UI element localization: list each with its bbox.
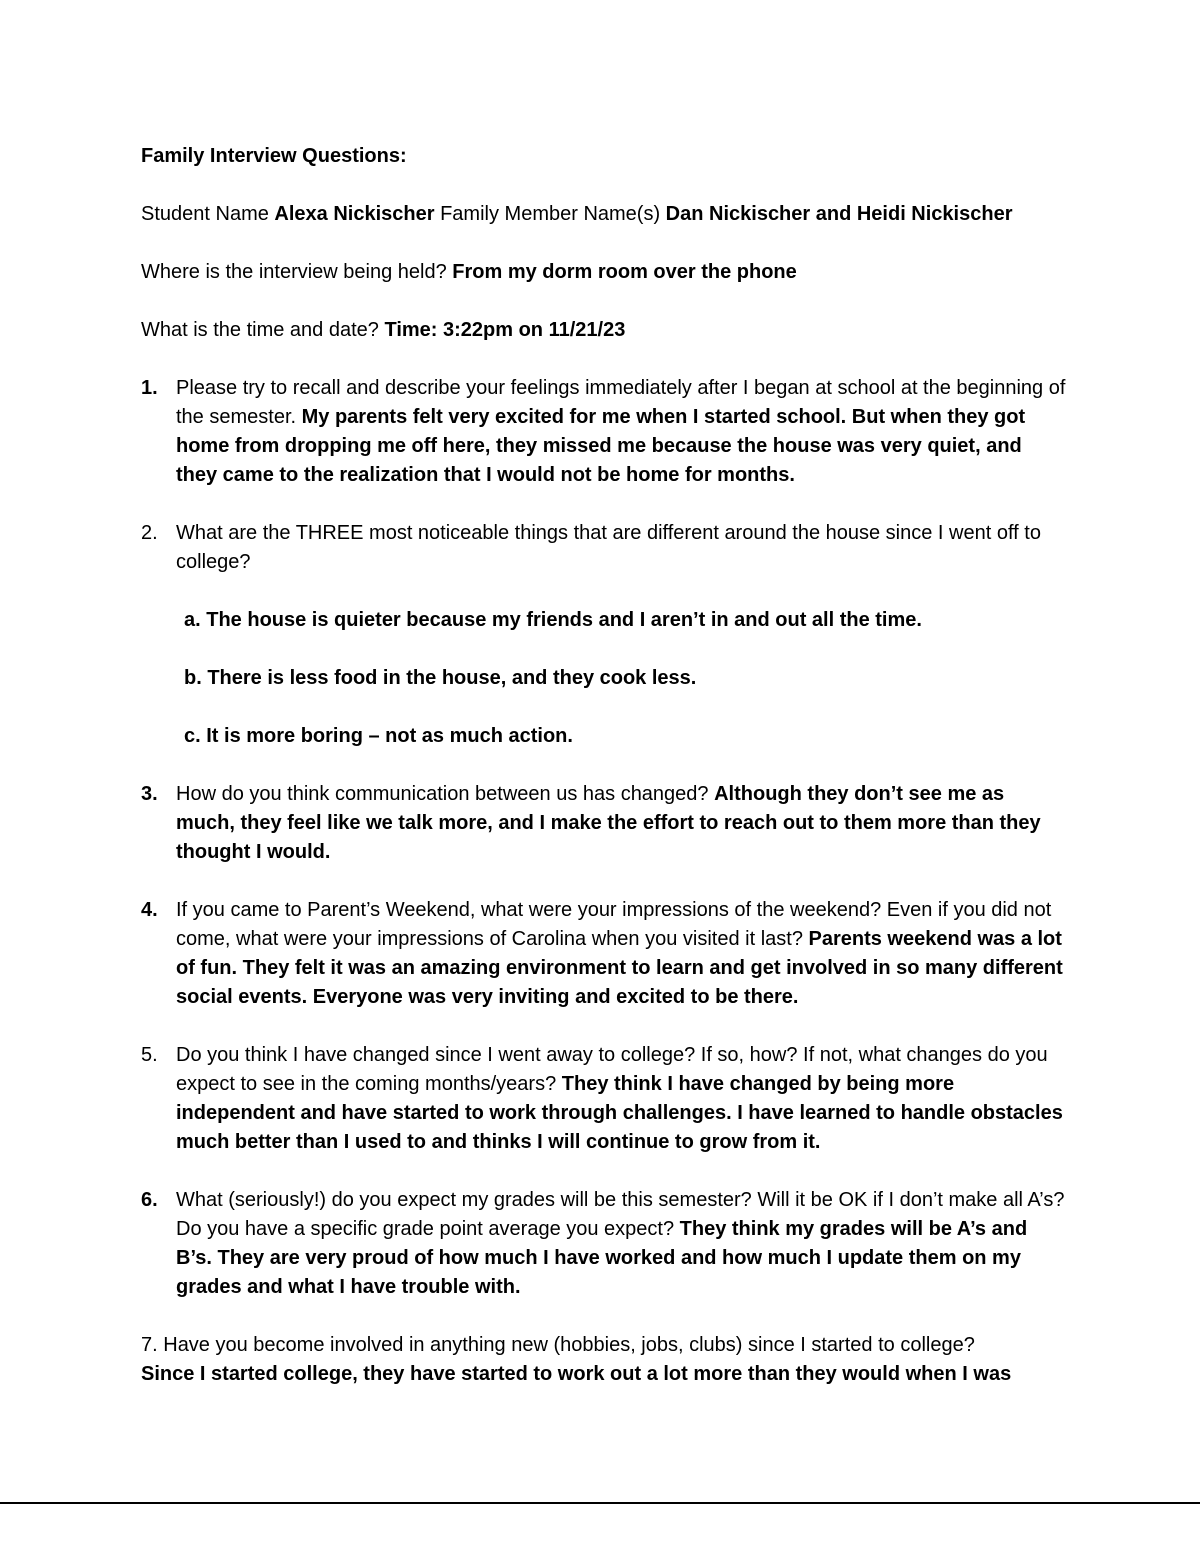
question-number: 1. — [141, 377, 158, 399]
question-5 — [141, 1041, 1066, 1157]
family-names: Dan Nickischer and Heidi Nickischer — [665, 203, 1013, 225]
student-name: Alexa Nickischer — [274, 203, 435, 225]
time-question: What is the time and date? — [141, 319, 385, 341]
question-2 — [141, 519, 1066, 577]
answer-text: They think I have changed by being more independent and have started to work through challenges. I have learned to handle obstacles much better than I used to and thinks I will continue to grow from it. — [176, 1073, 1063, 1153]
question-7 — [141, 1331, 1066, 1389]
answer-text: Since I started college, they have started to work out a lot more than they would when I was — [141, 1363, 1012, 1385]
time-line — [141, 316, 1066, 345]
family-label: Family Member Name(s) — [434, 203, 666, 225]
question-4 — [141, 896, 1066, 1012]
answer-text: Although they don’t see me as much, they feel like we talk more, and I make the effort to reach out to them more than they thought I would. — [176, 783, 1041, 863]
question-number: 3. — [141, 783, 158, 805]
question-6 — [141, 1186, 1066, 1302]
question-text: If you came to Parent’s Weekend, what were your impressions of the weekend? Even if you did not come, what were your impressions of Carolina when you visited it last? — [176, 899, 1052, 950]
student-label: Student Name — [141, 203, 275, 225]
question-text: What are the THREE most noticeable things that are different around the house since I went off to college? — [176, 522, 1041, 573]
question-3 — [141, 780, 1066, 867]
page-separator — [0, 1502, 1200, 1504]
question-text: What (seriously!) do you expect my grades will be this semester? Will it be OK if I don’t make all A’s? Do you have a specific grade point average you expect? — [176, 1189, 1065, 1240]
location-question: Where is the interview being held? — [141, 261, 453, 283]
question-text: How do you think communication between us has changed? — [176, 783, 715, 805]
document-body — [141, 142, 1066, 1389]
answer-text: Parents weekend was a lot of fun. They felt it was an amazing environment to learn and get involved in so many different social events. Everyone was very inviting and excited to be there. — [176, 928, 1063, 1008]
question-1 — [141, 374, 1066, 490]
page-title: Family Interview Questions: — [141, 145, 407, 167]
question-number: 2. — [141, 522, 158, 544]
question-text: Do you think I have changed since I went away to college? If so, how? If not, what changes do you expect to see in the coming months/years? — [176, 1044, 1048, 1095]
sub-answer-a: a. The house is quieter because my friends and I aren’t in and out all the time. — [184, 609, 922, 631]
question-number: 6. — [141, 1189, 158, 1211]
question-text: Please try to recall and describe your feelings immediately after I began at school at the beginning of the semester. — [176, 377, 1066, 428]
location-line — [141, 258, 1066, 287]
question-number: 4. — [141, 899, 158, 921]
names-line — [141, 200, 1066, 229]
answer-text: My parents felt very excited for me when I started school. But when they got home from dropping me off here, they missed me because the house was very quiet, and they came to the realization that I would not be home for months. — [176, 406, 1026, 486]
answer-text: They think my grades will be A’s and B’s. They are very proud of how much I have worked and how much I update them on my grades and what I have trouble with. — [176, 1218, 1028, 1298]
question-number: 5. — [141, 1044, 158, 1066]
time-answer: Time: 3:22pm on 11/21/23 — [384, 319, 626, 341]
question-text: Have you become involved in anything new (hobbies, jobs, clubs) since I started to college? — [157, 1334, 975, 1356]
question-number: 7. — [141, 1334, 158, 1356]
sub-answer-b: b. There is less food in the house, and they cook less. — [184, 667, 697, 689]
sub-answer-c: c. It is more boring – not as much action. — [184, 725, 573, 747]
location-answer: From my dorm room over the phone — [452, 261, 797, 283]
